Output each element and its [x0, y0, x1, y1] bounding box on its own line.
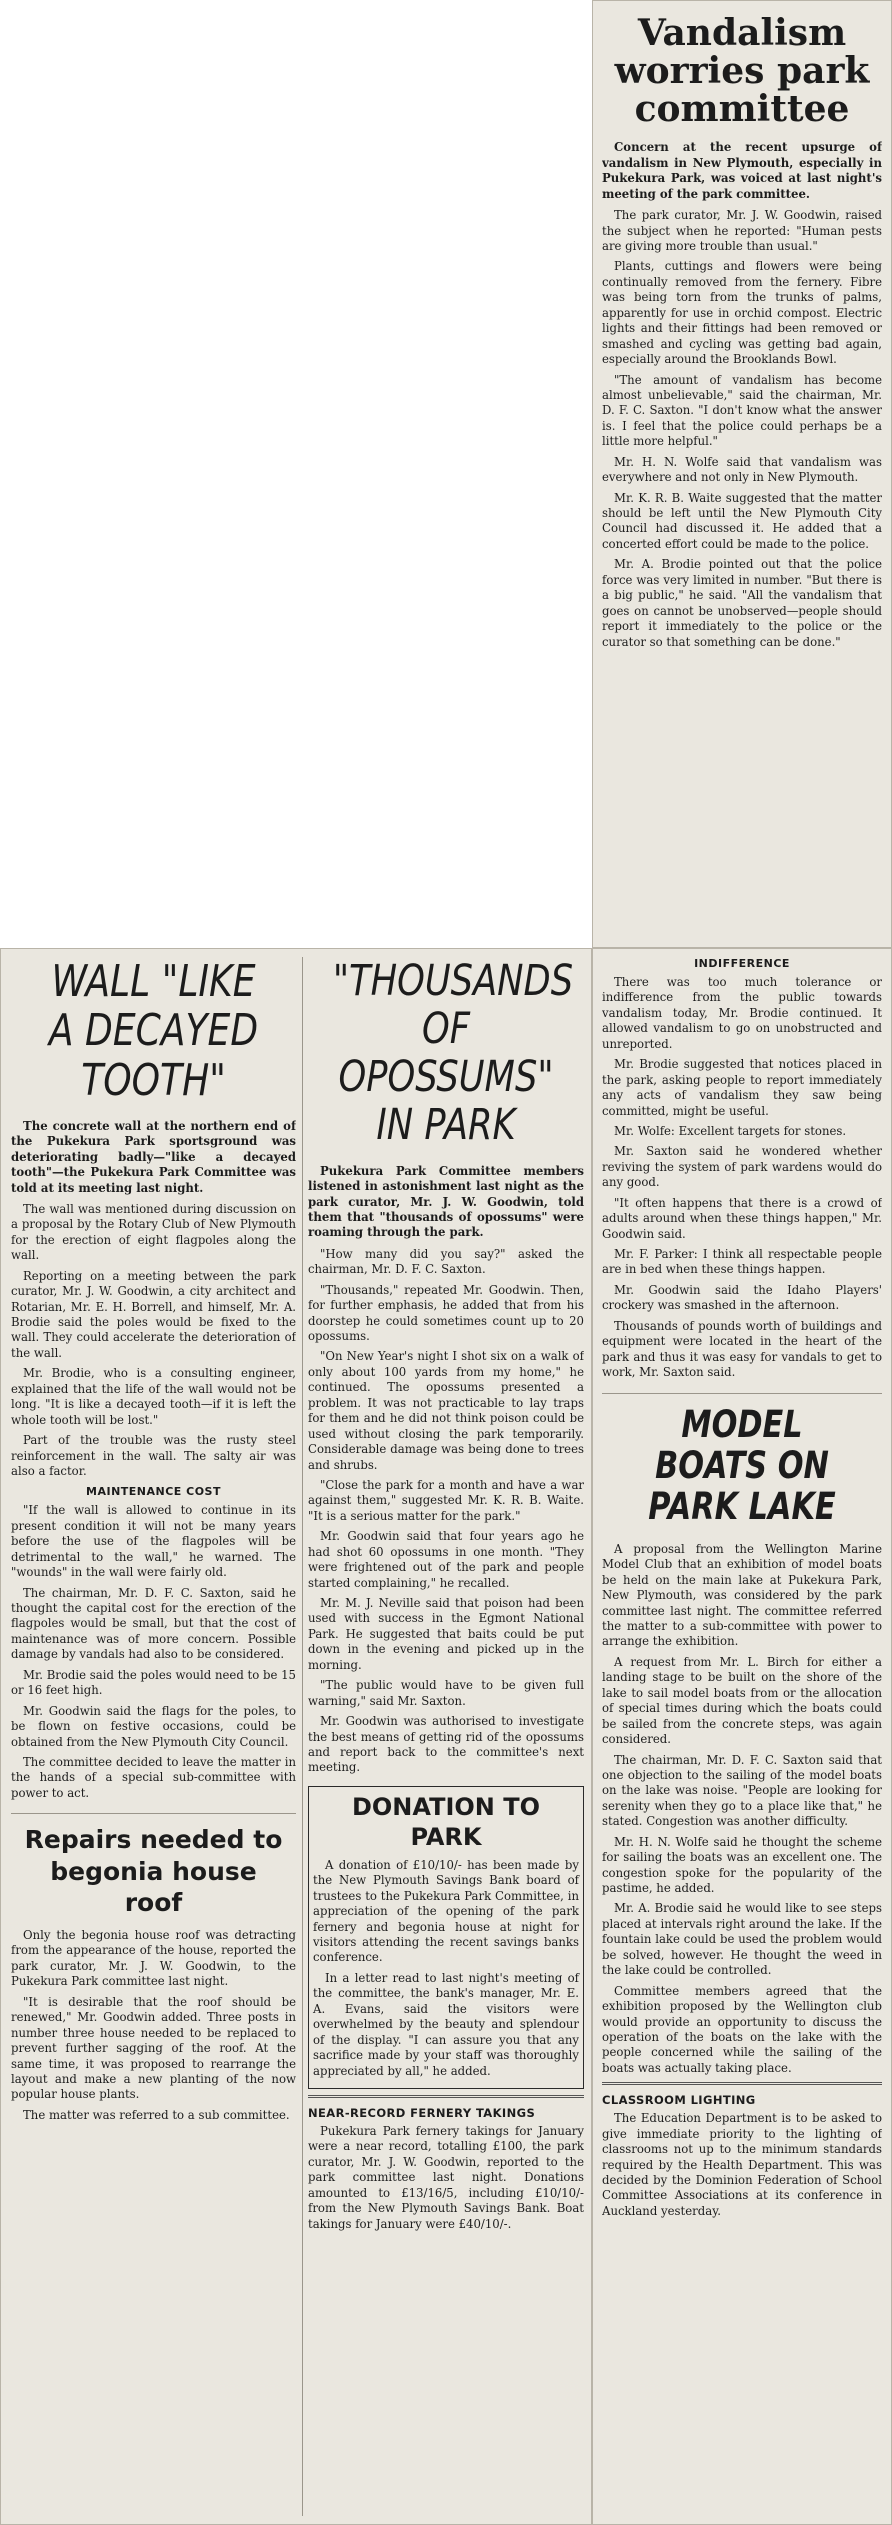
opossums-paragraph: "How many did you say?" asked the chairman, Mr. D. F. C. Saxton. — [308, 1246, 584, 1277]
lighting-headline: CLASSROOM LIGHTING — [602, 2093, 756, 2108]
opossums-paragraph: "Close the park for a month and have a war against them," suggested Mr. K. R. B. Waite. "It is a serious matter for the park." — [308, 1477, 584, 1523]
wall-subhead: MAINTENANCE COST — [86, 1485, 221, 1499]
section-divider — [602, 1393, 882, 1394]
vandalism-column — [602, 7, 882, 941]
park-committee-clipping — [0, 948, 592, 2525]
vandalism-paragraph: Mr. A. Brodie pointed out that the police force was very limited in number. "But there is a big public," he said. "All the vandalism that goes on cannot be unobserved—people should report it immediately to the police or the curator so that something can be done." — [602, 557, 882, 649]
vandalism-paragraph: Mr. H. N. Wolfe said that vandalism was everywhere and not only in New Plymouth. — [602, 454, 882, 485]
vandalism-clipping — [592, 0, 892, 948]
wall-headline: WALL "LIKE A DECAYED TOOTH" — [48, 956, 259, 1106]
boats-paragraph: Mr. A. Brodie said he would like to see steps placed at intervals right around the lake. If the fountain lake could be used the problem would be solved, however. He thought the weed in the lake could be controlled. — [602, 1901, 882, 1978]
vandalism-paragraph: "The amount of vandalism has become almost unbelievable," said the chairman, Mr. D. F. C. Saxton. "I don't know what the answer is. I feel that the police could perhaps be a little more helpful." — [602, 372, 882, 449]
section-divider — [308, 2095, 584, 2098]
vandalism-paragraph: The park curator, Mr. J. W. Goodwin, raised the subject when he reported: "Human pests are giving more trouble than usual." — [602, 208, 882, 254]
opossums-paragraph: "On New Year's night I shot six on a walk of only about 100 yards from my home," he continued. The opossums presented a problem. It was not practicable to lay traps for them and he did not think poison could be used without closing the park temporarily. Considerable damage was being done to trees and shrubs. — [308, 1349, 584, 1472]
begonia-headline: Repairs needed to begonia house roof — [24, 1825, 283, 1917]
vandalism-paragraph: Mr. K. R. B. Waite suggested that the matter should be left until the New Plymouth City Council had discussed it. He added that a concerted effort could be made to the police. — [602, 490, 882, 551]
wall-paragraph: The wall was mentioned during discussion on a proposal by the Rotary Club of New Plymouth for the erection of eight flagpoles along the wall. — [11, 1201, 296, 1263]
boats-headline: MODEL BOATS ON PARK LAKE — [648, 1402, 836, 1529]
section-divider — [602, 2082, 882, 2085]
middle-column — [308, 955, 584, 2518]
boats-paragraph: Committee members agreed that the exhibition proposed by the Wellington club would provide an opportunity to discuss the operation of the boats on the lake with the people concerned while the sailing of the boats was actually taking place. — [602, 1983, 882, 2075]
donation-box — [308, 1786, 584, 2089]
vandalism-paragraph: There was too much tolerance or indifference from the public towards vandalism today, Mr. Brodie continued. It allowed vandalism to go on unobstructed and unreported. — [602, 975, 882, 1051]
begonia-paragraph: "It is desirable that the roof should be renewed," Mr. Goodwin added. Three posts in number three house needed to be replaced to prevent further sagging of the roof. At the same time, it was proposed to rearrange the layout and make a new planting of the now popular house plants. — [11, 1994, 296, 2102]
boats-paragraph: Mr. H. N. Wolfe said he thought the scheme for sailing the boats was an excellent one. The congestion spoke for the popularity of the pastime, he added. — [602, 1834, 882, 1895]
vandalism-paragraph: Mr. Wolfe: Excellent targets for stones. — [614, 1123, 847, 1138]
vandalism-paragraph: Mr. Goodwin said the Idaho Players' crockery was smashed in the afternoon. — [602, 1282, 882, 1313]
wall-paragraph: Part of the trouble was the rusty steel reinforcement in the wall. The salty air was also a factor. — [11, 1433, 296, 1478]
opossums-paragraph: "The public would have to be given full warning," said Mr. Saxton. — [308, 1678, 584, 1708]
section-divider — [11, 1813, 296, 1814]
opossums-paragraph: Mr. Goodwin said that four years ago he had shot 60 opossums in one month. "They were frightened out of the park and people started complaining," he recalled. — [308, 1529, 584, 1590]
vandalism-paragraph: Mr. F. Parker: I think all respectable people are in bed when these things happen. — [602, 1247, 882, 1277]
wall-paragraph: The chairman, Mr. D. F. C. Saxton, said he thought the capital cost for the erection of the flagpoles would be small, but that the cost of maintenance was of more concern. Possible damage by vandals had also to be considered. — [11, 1585, 296, 1662]
vandalism-paragraph: Plants, cuttings and flowers were being continually removed from the fernery. Fibre was being torn from the trunks of palms, apparently for use in orchid compost. Electric lights and their fittings had been removed or smashed and cycling was getting bad again, especially around the Brooklands Bowl. — [602, 259, 882, 367]
vandalism-subhead: INDIFFERENCE — [694, 957, 790, 970]
opossums-lead: Pukekura Park Committee members listened in astonishment last night as the park curator, Mr. J. W. Goodwin, told them that "thousands of opossums" were roaming through the park. — [308, 1163, 584, 1240]
vandalism-continued-clipping — [592, 948, 892, 2525]
wall-paragraph: Mr. Brodie, who is a consulting engineer, explained that the life of the wall would not be long. "It is like a decayed tooth—if it is left the whole tooth will be lost." — [11, 1366, 296, 1427]
fernery-paragraph: Pukekura Park fernery takings for January were a near record, totalling £100, the park curator, Mr. J. W. Goodwin, reported to the park committee last night. Donations amounted to £13/16/5, including £10/10/- from the New Plymouth Savings Bank. Boat takings for January were £40/10/-. — [308, 2123, 584, 2231]
vandalism-paragraph: Thousands of pounds worth of buildings and equipment were located in the heart of the park and thus it was easy for vandals to get to work, Mr. Saxton said. — [602, 1318, 882, 1380]
wall-paragraph: "If the wall is allowed to continue in its present condition it will not be many years before the use of the flagpoles will be detrimental to the wall," he warned. The "wounds" in the wall were fairly old. — [11, 1503, 296, 1580]
column-rule — [302, 957, 303, 2516]
wall-lead: The concrete wall at the northern end of the Pukekura Park sportsground was deteriorating badly—"like a decayed tooth"—the Pukekura Park Committee was told at its meeting last night. — [11, 1118, 296, 1195]
boats-paragraph: The chairman, Mr. D. F. C. Saxton said that one objection to the sailing of the model boats on the lake was noise. "People are looking for serenity when they go to a place like that," he stated. Congestion was another difficulty. — [602, 1752, 882, 1829]
wall-paragraph: Mr. Brodie said the poles would need to be 15 or 16 feet high. — [11, 1667, 296, 1698]
begonia-paragraph: Only the begonia house roof was detracting from the appearance of the house, reported the park curator, Mr. J. W. Goodwin, to the Pukekura Park committee last night. — [11, 1928, 296, 1989]
donation-headline: DONATION TO PARK — [351, 1792, 541, 1851]
wall-paragraph: Reporting on a meeting between the park curator, Mr. J. W. Goodwin, a city architect and Rotarian, Mr. E. H. Borrell, and himself, Mr. A. Brodie said the poles would be fixed to the wall. They could accelerate the deterioration of the wall. — [11, 1268, 296, 1360]
vandalism-headline: Vandalism worries park committee — [614, 12, 870, 130]
left-column — [11, 955, 296, 2518]
vandalism-lead: Concern at the recent upsurge of vandalism in New Plymouth, especially in Pukekura Park, was voiced at last night's meeting of the park committee. — [602, 140, 882, 201]
opossums-paragraph: Mr. Goodwin was authorised to investigate the best means of getting rid of the opossums and report back to the committee's next meeting. — [308, 1714, 584, 1775]
begonia-paragraph: The matter was referred to a sub committee. — [23, 2107, 290, 2122]
wall-paragraph: Mr. Goodwin said the flags for the poles, to be flown on festive occasions, could be obtained from the New Plymouth City Council. — [11, 1703, 296, 1749]
vandalism-paragraph: "It often happens that there is a crowd of adults around when these things happen," Mr. Goodwin said. — [602, 1195, 882, 1241]
opossums-paragraph: Mr. M. J. Neville said that poison had been used with success in the Egmont National Park. He suggested that baits could be put down in the evening and picked up in the morning. — [308, 1596, 584, 1672]
donation-paragraph: In a letter read to last night's meeting of the committee, the bank's manager, Mr. E. A. Evans, said the visitors were overwhelmed by the beauty and splendour of the display. "I can assure you that any sacrifice made by your staff was thoroughly appreciated by all," he added. — [313, 1970, 579, 2078]
vandalism-paragraph: Mr. Brodie suggested that notices placed in the park, asking people to report immediately any acts of vandalism they saw being committed, might be useful. — [602, 1057, 882, 1118]
donation-paragraph: A donation of £10/10/- has been made by the New Plymouth Savings Bank board of trustees to the Pukekura Park Committee, in appreciation of the opening of the park fernery and begonia house at night for visitors attending the recent savings banks conference. — [313, 1857, 579, 1965]
right-column — [602, 955, 882, 2518]
boats-paragraph: A request from Mr. L. Birch for either a landing stage to be built on the shore of the lake to sail model boats from or the allocation of special times during which the boats could be sailed from the concrete steps, was again considered. — [602, 1654, 882, 1747]
boats-paragraph: A proposal from the Wellington Marine Model Club that an exhibition of model boats be held on the main lake at Pukekura Park, New Plymouth, was considered by the park committee last night. The committee referred the matter to a sub-committee with power to arrange the exhibition. — [602, 1541, 882, 1649]
vandalism-paragraph: Mr. Saxton said he wondered whether reviving the system of park wardens would do any good. — [602, 1144, 882, 1190]
fernery-headline: NEAR-RECORD FERNERY TAKINGS — [308, 2105, 536, 2120]
opossums-headline: "THOUSANDS OF OPOSSUMS" IN PARK — [332, 956, 574, 1151]
lighting-paragraph: The Education Department is to be asked to give immediate priority to the lighting of classrooms not up to the minimum standards required by the Health Department. This was decided by the Dominion Federation of School Committee Associations at its conference in Auckland yesterday. — [602, 2111, 882, 2218]
wall-paragraph: The committee decided to leave the matter in the hands of a special sub-committee with power to act. — [11, 1754, 296, 1800]
opossums-paragraph: "Thousands," repeated Mr. Goodwin. Then, for further emphasis, he added that from his doorstep he could sometimes count up to 20 opossums. — [308, 1282, 584, 1343]
